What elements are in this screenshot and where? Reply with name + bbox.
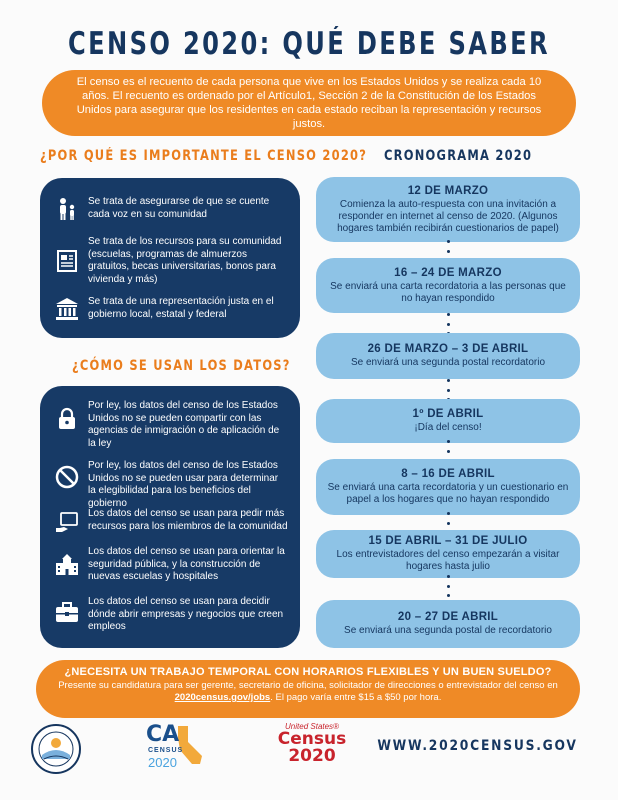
us-census-2020-logo (272, 722, 352, 778)
hand-request-icon (54, 510, 80, 536)
jobs-description (56, 680, 560, 704)
why-item-text: Se trata de los recursos para su comunidad (escuelas, programas de almuerzos gratuitos, becas universitarias, bonos para vivienda y más) (88, 236, 282, 285)
why-panel (40, 178, 300, 338)
timeline-event (316, 258, 580, 313)
event-desc: ¡Día del censo! (414, 422, 482, 433)
event-date: 12 DE MARZO (407, 184, 489, 197)
timeline-event (316, 333, 580, 379)
event-desc: Se enviará una segunda postal recordatorio (350, 357, 546, 368)
government-building-icon (54, 296, 80, 322)
prohibited-icon (54, 464, 80, 490)
event-date: 8 – 16 DE ABRIL (401, 468, 495, 480)
event-desc: Comienza la auto-respuesta con una invitación a responder en internet al censo de 2020. (Algunos hogares también recibirán cuestionarios de papel) (337, 198, 559, 234)
census-logo-line1: Census (277, 729, 347, 749)
event-date: 15 DE ABRIL – 31 DE JULIO (368, 535, 528, 547)
timeline-heading: CRONOGRAMA 2020 (384, 148, 533, 164)
usage-item-text: Los datos del censo se usan para orientar la seguridad pública, y la construcción de nuevas escuelas y hospitales (88, 546, 285, 583)
event-desc: Se enviará una carta recordatoria a las personas que no hayan respondido (330, 280, 566, 304)
page-title: CENSO 2020: QUÉ DEBE SABER (68, 26, 550, 62)
timeline-event (316, 459, 580, 515)
event-date: 1º DE ABRIL (412, 408, 484, 420)
usage-item-text: Por ley, los datos del censo de los Estados Unidos no se pueden compartir con las agencias de inmigración o de aplicación de la ley (88, 400, 280, 449)
usage-item-text: Los datos del censo se usan para pedir más recursos para los miembros de la comunidad (88, 508, 288, 532)
event-date: 26 DE MARZO – 3 DE ABRIL (367, 343, 529, 355)
event-desc: Los entrevistadores del censo empezarán a visitar hogares hasta julio (336, 549, 560, 572)
why-item-text: Se trata de asegurarse de que se cuente cada voz en su comunidad (88, 196, 270, 220)
timeline-event (316, 600, 580, 648)
briefcase-icon (54, 600, 80, 626)
family-icon (54, 196, 80, 222)
jobs-question: ¿NECESITA UN TRABAJO TEMPORAL CON HORARIOS FLEXIBLES Y UN BUEN SUELDO? (64, 666, 552, 678)
lock-icon (54, 406, 80, 432)
usage-panel (40, 386, 300, 648)
intro-banner (42, 70, 576, 136)
jobs-banner (36, 660, 580, 718)
timeline-event (316, 177, 580, 242)
census-logo-small: United States® (285, 722, 339, 731)
timeline-event (316, 530, 580, 578)
usage-item-text: Por ley, los datos del censo de los Estados Unidos no se pueden usar para determinar la elegibilidad para los beneficios del gobierno (88, 460, 279, 509)
event-desc: Se enviará una segunda postal de recordatorio (344, 625, 552, 636)
timeline-connector (446, 575, 450, 597)
census-logo-line2: 2020 (288, 746, 336, 766)
timeline-event (316, 399, 580, 443)
school-building-icon (54, 552, 80, 578)
office-of-education-seal-icon (30, 723, 82, 775)
ca-census-2020-logo (142, 722, 212, 776)
jobs-desc-text: Presente su candidatura para ser gerente, secretario de oficina, solicitador de direcciones o entrevistador del censo en (58, 680, 558, 691)
why-item-text: Se trata de una representación justa en el gobierno local, estatal y federal (88, 296, 274, 320)
event-date: 20 – 27 DE ABRIL (397, 611, 499, 623)
jobs-link[interactable]: 2020census.gov/jobs (174, 692, 271, 703)
timeline-connector (446, 379, 450, 401)
event-desc: Se enviará una carta recordatoria y un cuestionario en papel a los hogares que no hayan respondido (327, 482, 569, 505)
ca-logo-big: CA (146, 722, 180, 747)
document-icon (54, 248, 80, 274)
usage-item-text: Los datos del censo se usan para decidir dónde abrir empresas y negocios que creen empleos (88, 596, 284, 633)
usage-heading: ¿CÓMO SE USAN LOS DATOS? (72, 358, 291, 374)
website-link[interactable]: WWW.2020CENSUS.GOV (377, 738, 578, 754)
ca-logo-line1: CENSUS (148, 747, 184, 754)
intro-text: El censo es el recuento de cada persona que vive en los Estados Unidos y se realiza cada 10 años. El recuento es ordenado por el Artículo1, Sección 2 de la Constitución de los Estados Unidos para asegurar que los residentes en cada estado reciban la representación y recursos justos. (76, 76, 542, 130)
ca-logo-line2: 2020 (148, 755, 177, 770)
timeline-connector (446, 313, 450, 335)
why-heading: ¿POR QUÉ ES IMPORTANTE EL CENSO 2020? (40, 148, 368, 164)
jobs-desc-text-end: . El pago varía entre $15 a $50 por hora. (270, 692, 442, 703)
event-date: 16 – 24 DE MARZO (394, 266, 502, 279)
